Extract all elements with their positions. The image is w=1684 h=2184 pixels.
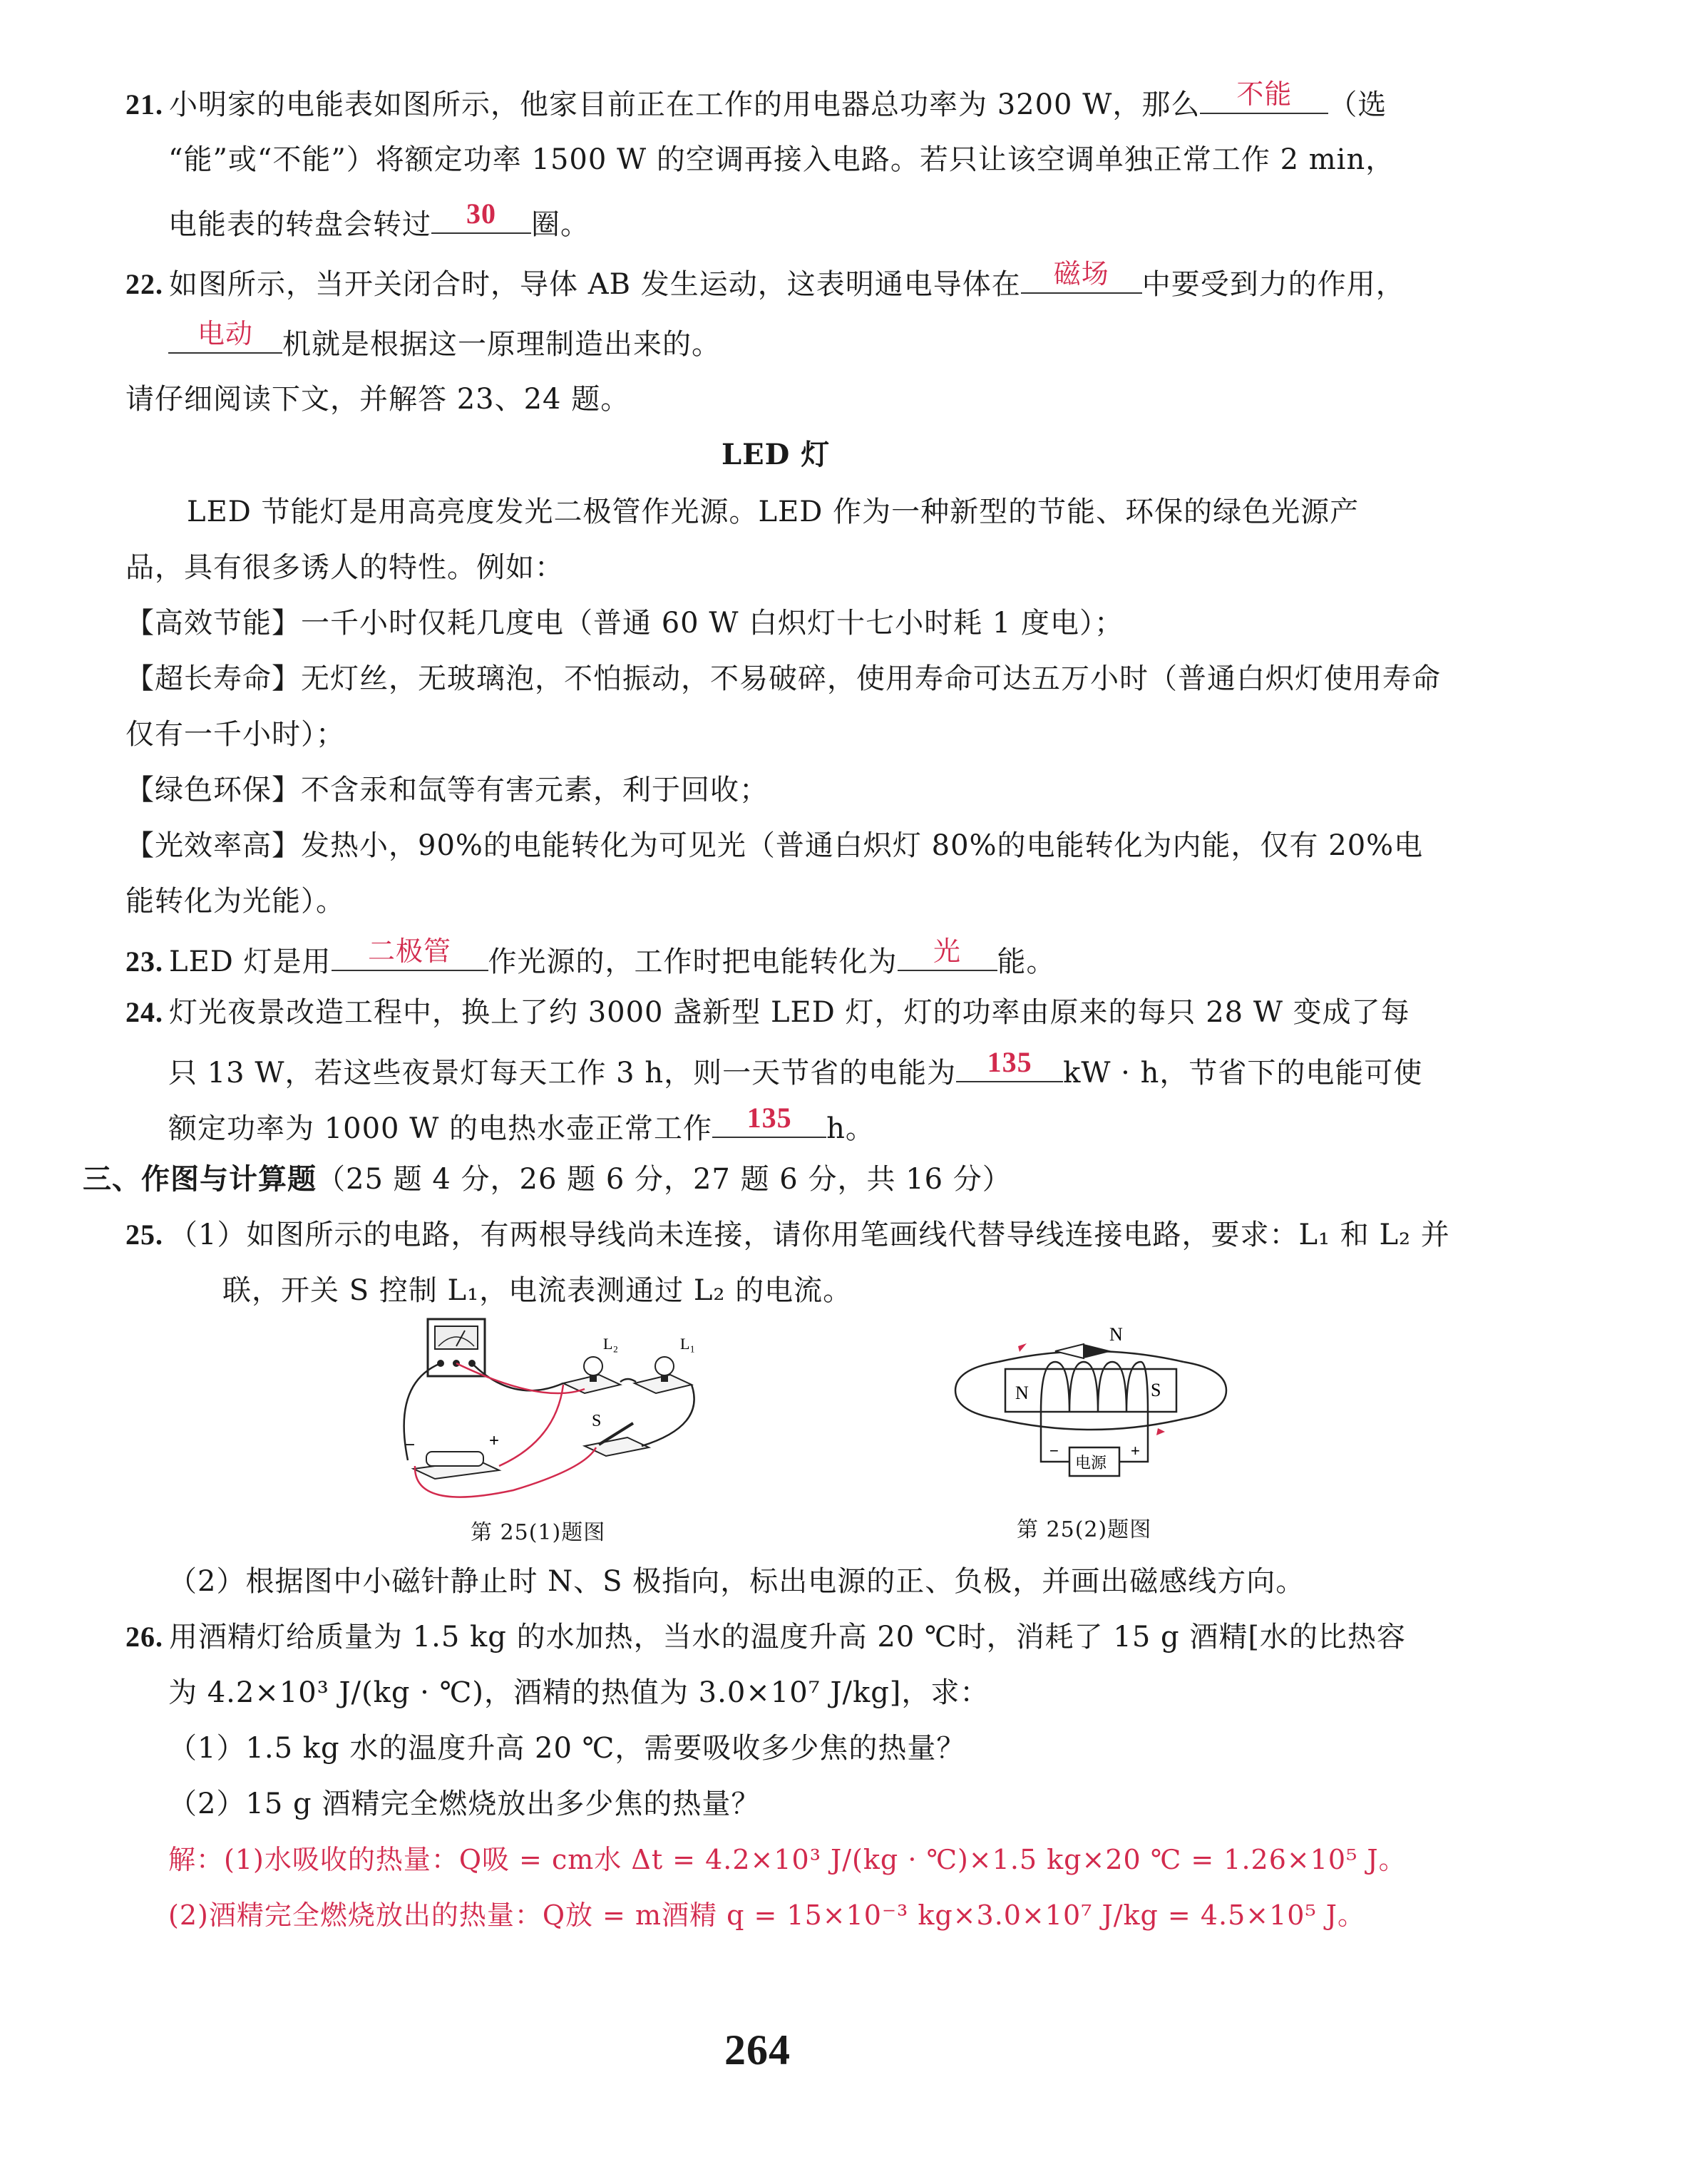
q21-text3a: 电能表的转盘会转过 [168,208,431,241]
article-p1: LED 节能灯是用高亮度发光二极管作光源。LED 作为一种新型的节能、环保的绿色光源产 [187,496,1360,528]
q22-blank2 [168,319,282,354]
battery-minus: − [405,1435,416,1455]
field-line-right [1184,1362,1226,1419]
q22-text2b: 机就是根据这一原理制造出来的。 [282,328,721,361]
q23-answer2: 光 [933,935,962,967]
wire-red-3 [499,1385,563,1466]
q22-line2 [168,319,721,364]
field-line-left [955,1362,998,1419]
q26-solution2: (2)酒精完全燃烧放出的热量：Q放 = m酒精 q = 15×10⁻³ kg×3.0×10⁷ J/kg = 4.5×10⁵ J。 [168,1900,1366,1931]
q22-line1 [125,260,1405,304]
core-n-label: N [1015,1383,1029,1403]
power-label: 电源 [1075,1455,1107,1472]
q26-solution1: 解：(1)水吸收的热量：Q吸 = cm水 Δt = 4.2×10³ J/(kg · ℃)×1.5 kg×20 ℃ = 1.26×10⁵ J。 [168,1844,1407,1875]
q22-text1a: 如图所示，当开关闭合时，导体 AB 发生运动，这表明通电导体在 [169,268,1021,301]
reading-intro: 请仔细阅读下文，并解答 23、24 题。 [125,383,630,416]
q22-text1b: 中要受到力的作用， [1141,268,1405,301]
q24-text3b: h。 [826,1112,875,1145]
figure-solenoid [948,1312,1233,1504]
q21-answer1: 不能 [1236,78,1293,110]
field-line-bottom [998,1419,1184,1430]
q23-text-b: 作光源的，工作时把电能转化为 [488,945,898,978]
q21-blank2 [431,200,531,234]
q26-text1: 用酒精灯给质量为 1.5 kg 的水加热，当水的温度升高 20 ℃时，消耗了 15 g 酒精[水的比热容 [169,1621,1406,1654]
q22-answer2: 电动 [197,318,253,349]
q23-answer1: 二极管 [368,935,452,967]
section3-heading [83,1159,1012,1199]
q21-answer2: 30 [466,198,496,230]
q24-answer2: 135 [746,1102,792,1134]
q22-blank1 [1021,260,1142,294]
label-l2: L₂ [603,1335,619,1353]
article-p2: 【高效节能】一千小时仅耗几度电（普通 60 W 白炽灯十七小时耗 1 度电）； [125,607,1124,640]
q24-blank1 [956,1048,1063,1082]
q22-answer1: 磁场 [1053,258,1109,289]
q21-text1b: （选 [1328,88,1387,121]
q21-blank1 [1200,80,1328,114]
q21-line2 [168,140,1395,180]
q23-text-a: LED 灯是用 [169,945,332,978]
q24-text2b: kW · h，节省下的电能可使 [1063,1057,1423,1090]
q21-line1 [125,80,1387,125]
label-s: S [592,1412,602,1430]
q21-text2: “能”或“不能”）将额定功率 1500 W 的空调再接入电路。若只让该空调单独正常工作 2 min， [168,143,1395,176]
compass-south-half [1055,1344,1084,1358]
article-p5b: 能转化为光能）。 [125,885,345,918]
battery [414,1452,499,1479]
q25-text1: （1）如图所示的电路，有两根导线尚未连接，请你用笔画线代替导线连接电路，要求：L₁ 和 L₂ 并 [169,1219,1450,1251]
q24-text3a: 额定功率为 1000 W 的电热水壶正常工作 [168,1112,713,1145]
q25-line1 [125,1215,1450,1255]
q24-blank2 [712,1104,826,1138]
label-l1: L₁ [680,1335,696,1353]
q21-text1a: 小明家的电能表如图所示，他家目前正在工作的用电器总功率为 3200 W，那么 [169,88,1201,121]
bulb-l1 [635,1357,692,1393]
page-number: 264 [724,2026,791,2073]
core-s-label: S [1151,1380,1161,1400]
article-p1b: 品，具有很多诱人的特性。例如： [125,551,564,584]
article-p4: 【绿色环保】不含汞和氙等有害元素，利于回收； [125,774,769,806]
wire-black-4 [642,1385,694,1446]
article-p3: 【超长寿命】无灯丝，无玻璃泡，不怕振动，不易破碎，使用寿命可达五万小时（普通白炽灯使用寿命 [125,662,1441,695]
battery-plus: + [489,1431,500,1450]
compass-north-half [1084,1344,1112,1358]
q26-number: 26. [125,1621,163,1653]
q24-answer1: 135 [987,1046,1032,1078]
q25-number: 25. [125,1219,163,1251]
q23-blank1 [332,937,488,971]
q24-number: 24. [125,996,163,1028]
q23-line [125,937,1056,982]
power-plus: + [1131,1442,1140,1460]
arrow-top-left [1018,1343,1027,1352]
fig1-caption: 第 25(1)题图 [471,1520,606,1545]
q24-text2a: 只 13 W，若这些夜景灯每天工作 3 h，则一天节省的电能为 [168,1057,957,1090]
article-title: LED 灯 [722,438,831,471]
q26-sub2: （2）15 g 酒精完全燃烧放出多少焦的热量？ [168,1788,761,1820]
q23-number: 23. [125,945,163,978]
compass-n-label: N [1109,1324,1123,1345]
arrow-bottom-right [1156,1428,1165,1435]
q21-line3 [168,200,590,245]
power-minus: − [1049,1442,1059,1460]
q22-number: 22. [125,268,163,300]
q21-number: 21. [125,88,163,121]
section3-detail: （25 题 4 分，26 题 6 分，27 题 6 分，共 16 分） [317,1163,1012,1196]
q26-line2: 为 4.2×10³ J/(kg · ℃)，酒精的热值为 3.0×10⁷ J/kg]，求： [168,1676,990,1709]
figure-circuit [371,1298,741,1512]
q23-blank2 [898,937,997,971]
q26-sub1: （1）1.5 kg 水的温度升高 20 ℃，需要吸收多少焦的热量？ [168,1732,966,1765]
q21-text3b: 圈。 [531,208,590,241]
q23-text-c: 能。 [997,945,1056,978]
q25-line2: 联，开关 S 控制 L₁，电流表测通过 L₂ 的电流。 [222,1274,853,1307]
q24-text1: 灯光夜景改造工程中，换上了约 3000 盏新型 LED 灯，灯的功率由原来的每只 28 W 变成了每 [169,996,1410,1029]
wire-black-3 [620,1379,636,1382]
q24-line2 [168,1048,1422,1093]
q26-line1 [125,1617,1406,1657]
q24-line1 [125,993,1410,1032]
bulb-l2 [563,1357,620,1393]
article-p5: 【光效率高】发热小，90%的电能转化为可见光（普通白炽灯 80%的电能转化为内能，仅有 20%电 [125,829,1424,862]
q25-part2: （2）根据图中小磁针静止时 N、S 极指向，标出电源的正、负极，并画出磁感线方向。 [168,1565,1305,1598]
article-p3b: 仅有一千小时）； [125,718,345,751]
section3-title: 三、作图与计算题 [83,1162,317,1196]
q24-line3 [168,1104,875,1149]
fig2-caption: 第 25(2)题图 [1017,1517,1152,1542]
